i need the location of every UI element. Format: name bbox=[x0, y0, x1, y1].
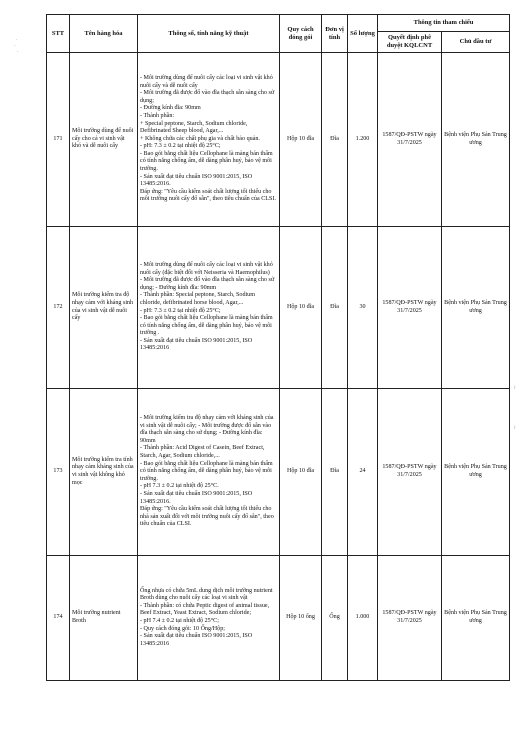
cell-chu-dau-tu: Bệnh viện Phụ Sản Trung ương bbox=[442, 227, 510, 389]
cell-don-vi: Đĩa bbox=[322, 53, 348, 227]
header-stt: STT bbox=[47, 15, 70, 53]
spec-line: - Môi trường dùng để nuôi cấy các loại vi sinh vật khó nuôi cấy và dễ nuôi cấy bbox=[140, 74, 273, 89]
spec-line: Ống nhựa có chứa 5mL dung dịch môi trường nutrient Broth dùng cho nuôi cấy các loại vi sinh vật bbox=[140, 587, 273, 602]
cell-spec bbox=[138, 227, 280, 389]
goods-table bbox=[46, 14, 510, 681]
cell-spec bbox=[138, 389, 280, 556]
cell-stt: 174 bbox=[47, 556, 70, 681]
cell-so-luong: 1.200 bbox=[348, 53, 378, 227]
table-row bbox=[47, 53, 510, 227]
cell-quy-cach: Hộp 10 ống bbox=[280, 556, 322, 681]
cell-quy-cach: Hộp 10 đĩa bbox=[280, 227, 322, 389]
header-quy-cach: Quy cách đóng gói bbox=[280, 15, 322, 53]
spec-line: - Bao gói bằng chất liệu Cellophane là màng bán thấm có tính năng chống ẩm, dễ dàng phân huỷ, bảo vệ môi trường. bbox=[140, 150, 273, 173]
cell-so-luong: 1.000 bbox=[348, 556, 378, 681]
spec-line: - Sản xuất đạt tiêu chuẩn ISO 9001:2015, ISO 13485:2016. bbox=[140, 490, 253, 505]
header-so-luong: Số lượng bbox=[348, 15, 378, 53]
cell-quyet-dinh: 1587/QĐ-PSTW ngày 31/7/2025 bbox=[378, 389, 442, 556]
spec-line: - Bao gói bằng chất liệu Cellophane là màng bán thấm có tính năng chống ẩm, dễ dàng phân huỷ, bảo vệ môi trường . bbox=[140, 315, 273, 337]
spec-line: - Thành phần: bbox=[140, 112, 175, 119]
header-thong-tin: Thông tin tham chiếu bbox=[378, 15, 510, 32]
spec-line: - Môi trường dùng để nuôi cấy các loại vi sinh vật khó nuôi cấy (đặc biệt đối với Neisseria và Haemophilus) bbox=[140, 261, 273, 276]
spec-line: - Môi trường đã được đổ vào đĩa thạch sẵn sàng cho sử dụng; bbox=[140, 90, 275, 104]
header-don-vi: Đơn vị tính bbox=[322, 15, 348, 53]
cell-ten: Môi trường kiểm tra độ nhạy cảm với kháng sinh của vi sinh vật dễ nuôi cấy bbox=[70, 227, 138, 389]
spec-line: Đáp ứng: "Yêu cầu kiểm soát chất lượng tối thiểu cho nhà sản xuất đối với môi trường nuôi cấy đổ sẵn", theo tiêu chuẩn của CLSI. bbox=[140, 506, 274, 528]
cell-don-vi: Đĩa bbox=[322, 389, 348, 556]
spec-line: + Không chứa các chất phụ gia và chất bảo quản. bbox=[140, 135, 260, 142]
cell-don-vi: Ống bbox=[322, 556, 348, 681]
table-row bbox=[47, 556, 510, 681]
margin-tick: · bbox=[14, 44, 16, 49]
margin-tick: · bbox=[16, 38, 18, 43]
cell-don-vi: Đĩa bbox=[322, 227, 348, 389]
spec-line: - Môi trường kiểm tra độ nhạy cảm với kháng sinh của vi sinh vật dễ nuôi cấy; - Môi trường được đổ sẵn vào đĩa thạch sẵn sàng cho sử dụng; - Đường kính đĩa: 90mm bbox=[140, 415, 274, 444]
table-row bbox=[47, 389, 510, 556]
cell-chu-dau-tu: Bệnh viện Phụ Sản Trung ương bbox=[442, 556, 510, 681]
spec-line: Đáp ứng: "Yêu cầu kiểm soát chất lượng tối thiểu cho môi trường nuôi cấy đổ sẵn", theo tiêu chuẩn của CLSI. bbox=[140, 188, 276, 203]
cell-spec bbox=[138, 53, 280, 227]
cell-spec bbox=[138, 556, 280, 681]
spec-line: - Thành phần: Special peptone, Starch, Sodium chloride, defibrinated horse blood, Agar,... bbox=[140, 292, 255, 306]
spec-line: - pH 7.4 ± 0.2 tại nhiệt độ 25°C; bbox=[140, 618, 219, 624]
cell-stt: 173 bbox=[47, 389, 70, 556]
cell-ten: Môi trường nutrient Broth bbox=[70, 556, 138, 681]
cell-so-luong: 30 bbox=[348, 227, 378, 389]
header-ten-hang-hoa: Tên hàng hóa bbox=[70, 15, 138, 53]
spec-line: - Đường kính đĩa: 90mm bbox=[140, 105, 201, 112]
header-thong-so: Thông số, tính năng kỹ thuật bbox=[138, 15, 280, 53]
cell-ten: Môi trường dùng để nuôi cấy cho cả vi sinh vật khó và dễ nuôi cấy bbox=[70, 53, 138, 227]
cell-chu-dau-tu: Bệnh viện Phụ Sản Trung ương bbox=[442, 53, 510, 227]
spec-line: - Sản xuất đạt tiêu chuẩn ISO 9001:2015, ISO 13485:2016 bbox=[140, 337, 253, 352]
spec-line: - Sản xuất đạt tiêu chuẩn ISO 9001:2015, ISO 13485:2016 bbox=[140, 633, 253, 647]
cell-quyet-dinh: 1587/QĐ-PSTW ngày 31/7/2025 bbox=[378, 556, 442, 681]
spec-line: - Quy cách đóng gói: 10 Ống/Hộp; bbox=[140, 625, 225, 632]
cell-chu-dau-tu: Bệnh viện Phụ Sản Trung ương bbox=[442, 389, 510, 556]
cell-so-luong: 24 bbox=[348, 389, 378, 556]
spec-line: - pH 7.3 ± 0.2 tại nhiệt độ 25°C. bbox=[140, 483, 219, 490]
table-row bbox=[47, 227, 510, 389]
cell-quy-cach: Hộp 10 đĩa bbox=[280, 53, 322, 227]
edge-stamp-fragment: ⁝ bbox=[514, 386, 516, 391]
cell-stt: 171 bbox=[47, 53, 70, 227]
header-row-top bbox=[47, 15, 510, 32]
spec-line: - Môi trường đã được đổ vào đĩa thạch sẵn sàng cho sử dụng; - Đường kính đĩa: 90mm bbox=[140, 277, 275, 291]
cell-quy-cach: Hộp 10 đĩa bbox=[280, 389, 322, 556]
margin-tick: · bbox=[17, 50, 19, 55]
cell-ten: Môi trường kiểm tra tính nhạy cảm kháng sinh của vi sinh vật không khó mọc bbox=[70, 389, 138, 556]
header-chu-dau-tu: Chủ đầu tư bbox=[442, 32, 510, 53]
spec-line: - Bao gói bằng chất liệu Cellophane là màng bán thấm có tính năng chống ẩm, dễ dàng phân huỷ, bảo vệ môi trường. bbox=[140, 460, 273, 482]
spec-line: - pH: 7.3 ± 0.2 tại nhiệt độ 25°C; bbox=[140, 143, 221, 150]
spec-line: - Thành phần: Acid Digest of Casein, Beef Extract, Starch, Agar, Sodium chloride,... bbox=[140, 445, 265, 460]
edge-stamp-fragment: ⁝ bbox=[514, 426, 516, 431]
spec-line: - Sản xuất đạt tiêu chuẩn ISO 9001:2015, ISO 13485:2016. bbox=[140, 173, 253, 188]
spec-line: - pH: 7.3 ± 0.2 tại nhiệt độ 25°C; bbox=[140, 307, 221, 314]
cell-quyet-dinh: 1587/QĐ-PSTW ngày 31/7/2025 bbox=[378, 227, 442, 389]
header-quyet-dinh: Quyết định phê duyệt KQLCNT bbox=[378, 32, 442, 53]
cell-quyet-dinh: 1587/QĐ-PSTW ngày 31/7/2025 bbox=[378, 53, 442, 227]
cell-stt: 172 bbox=[47, 227, 70, 389]
spec-line: + Special peptone, Starch, Sodium chloride, Defibrinated Sheep blood, Agar,... bbox=[140, 120, 248, 135]
spec-line: - Thành phần: có chứa Peptic digest of animal tissue, Beef Extract, Yeast Extract, Sodium chloride; bbox=[140, 602, 270, 617]
